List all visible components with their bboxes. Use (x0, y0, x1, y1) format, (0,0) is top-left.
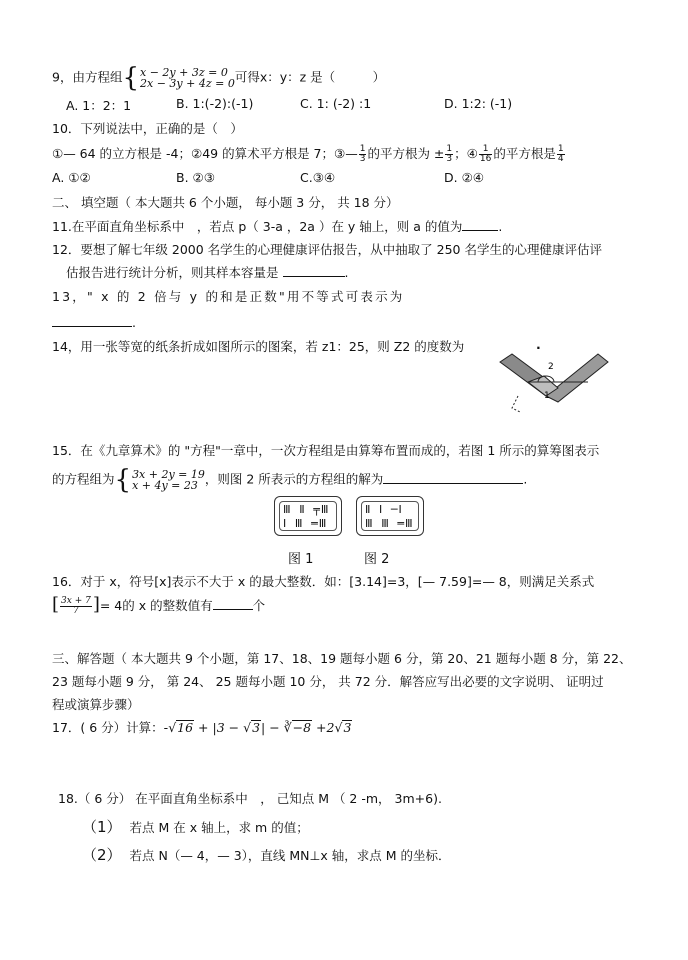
q16-line-1: 16．对于 x，符号[x]表示不大于 x 的最大整数．如：[3.14]=3，[— 7.59]=— 8，则满足关系式 (52, 574, 595, 589)
q9-option-c: C. 1: (-2) :1 (300, 96, 372, 111)
q10-s4b: 的平方根是 (493, 146, 556, 161)
q14-text: 14，用一张等宽的纸条折成如图所示的图案，若 z1：25，则 Z2 的度数为 (52, 339, 465, 354)
q9-equation-system: { x − 2y + 3z = 0 2x − 3y + 4z = 0 (122, 63, 235, 93)
q9-eq2: 2x − 3y + 4z = 0 (140, 77, 235, 90)
q10-s1: ①— 64 的立方根是 -4； (52, 146, 191, 161)
q9-eq1: x − 2y + 3z = 0 (140, 66, 228, 79)
q14-dot: . (536, 337, 541, 352)
q10-option-b: B. ②③ (176, 170, 215, 185)
q17-line: 17．( 6 分）计算：-√16 + |3 − √3| − ∛−8 +2√3 (52, 720, 352, 735)
q15-eq1: 3x + 2y = 19 (132, 468, 205, 481)
fig2-row-2: Ⅲ Ⅲ ═Ⅲ (365, 517, 414, 530)
counting-rod-figure-2 (356, 496, 424, 536)
q11-line: 11.在平面直角坐标系中 ，若点 p（ 3-a ，2a ）在 y 轴上，则 a 的值为 . (52, 219, 503, 234)
q18-part-2 (82, 846, 451, 865)
section-3-line-2: 23 题每小题 9 分， 第 24、 25 题每小题 10 分， 共 72 分．解答应写出必要的文字说明、 证明过 (52, 674, 604, 689)
q13-text: 13，" x 的 2 倍与 y 的和是正数"用不等式可表示为 (52, 289, 405, 304)
section-2-heading: 二、 填空题（ 本大题共 6 个小题， 每小题 3 分， 共 18 分） (52, 195, 399, 210)
q9-option-d: D. 1:2: (-1) (444, 96, 513, 111)
fold-figure (498, 350, 610, 420)
q10-s4: ；④ (454, 146, 478, 161)
section-3-line-3: 程或演算步骤） (52, 697, 140, 712)
q12-line-2: 估报告进行统计分析，则其样本容量是 . (66, 265, 349, 280)
angle-1-label: 1 (544, 391, 550, 401)
q15-suffix: ，则图 2 所表示的方程组的解为 (204, 471, 384, 487)
q10-option-a: A. ①② (52, 170, 91, 185)
q16-answer-blank (213, 609, 253, 610)
q9-line (52, 65, 385, 91)
q15-eq2: x + 4y = 23 (132, 479, 198, 492)
q10-option-c: C.③④ (300, 170, 336, 185)
q18-part-2-number: （2） (82, 846, 122, 864)
fig1-row-2: Ⅰ Ⅲ ═Ⅲ (283, 517, 328, 530)
q9-prefix: 9，由方程组 (52, 69, 123, 85)
q12-text: 估报告进行统计分析，则其样本容量是 (66, 265, 279, 280)
fig2-caption: 图 2 (364, 552, 390, 567)
q11-answer-blank (462, 230, 498, 231)
q16-line-2: [ $\frac{3x + 7}{7}$ ]= 4的 x 的整数值有 个 (52, 594, 266, 616)
q11-text: 11.在平面直角坐标系中 ，若点 p（ 3-a ，2a ）在 y 轴上，则 a 的值为 (52, 219, 463, 234)
q15-equation-system: { 3x + 2y = 19 x + 4y = 23 (114, 465, 205, 495)
q10-statements (52, 145, 566, 164)
q15-line-2: 的方程组为 { 3x + 2y = 19 x + 4y = 23 ，则图 2 所表示的方程组的解为 . (52, 465, 528, 495)
q18-part-2-text: 若点 N（— 4，— 3），直线 MN⊥x 轴，求点 M 的坐标． (129, 848, 451, 863)
q10-frac-4: $\frac{1}{4}$ (557, 144, 564, 164)
q18-part-1-text: 若点 M 在 x 轴上，求 m 的值； (129, 820, 309, 835)
q18-part-1 (82, 818, 309, 837)
q15-prefix: 的方程组为 (52, 471, 115, 487)
q17-prefix: 17．( 6 分）计算：- (52, 720, 169, 735)
q10-frac-3: $\frac{1}{16}$ (479, 144, 492, 164)
q9-option-a: A. 1：2：1 (66, 98, 132, 113)
q9-suffix: 可得x：y：z 是（ ） (234, 69, 386, 85)
q15-line-1: 15．在《九章算术》的 "方程"一章中，一次方程组是由算筹布置而成的，若图 1 所示的算筹图表示 (52, 443, 600, 458)
q13-answer-line: . (52, 314, 136, 332)
q9-option-b: B. 1:(-2):(-1) (176, 96, 254, 111)
q10-s3b: 的平方根为 ± (367, 146, 445, 161)
q10-s2: ②49 的算术平方根是 7；③— (191, 146, 358, 161)
section-3-line-1: 三、解答题（ 本大题共 9 个小题，第 17、18、19 题每小题 6 分，第 20、21 题每小题 8 分，第 22、 (52, 651, 632, 666)
q18-stem: 18.（ 6 分） 在平面直角坐标系中 ， 己知点 M （ 2 -m， 3m+6). (58, 791, 442, 806)
q12-answer-blank (283, 276, 345, 277)
q16-fraction: $\frac{3x + 7}{7}$ (61, 596, 91, 616)
dashed-strip (512, 396, 520, 412)
fig1-caption: 图 1 (288, 552, 314, 567)
q12-line-1: 12．要想了解七年级 2000 名学生的心理健康评估报告，从中抽取了 250 名学生的心理健康评估评 (52, 242, 602, 257)
q10-option-d: D. ②④ (444, 170, 484, 185)
strip-right (546, 354, 608, 402)
q15-answer-blank (383, 483, 523, 484)
q10-title: 10．下列说法中，正确的是（ ） (52, 121, 243, 136)
q13-answer-blank (52, 326, 132, 327)
q18-part-1-number: （1） (82, 818, 122, 836)
q10-frac-2: $\frac{1}{3}$ (446, 144, 453, 164)
counting-rod-figure-1 (274, 496, 342, 536)
q10-frac-1: $\frac{1}{3}$ (359, 144, 366, 164)
q16-text: = 4的 x 的整数值有 (99, 598, 213, 613)
q16-unit: 个 (252, 598, 266, 613)
fig1-row-1: Ⅲ Ⅱ ╤Ⅲ (283, 503, 330, 516)
fig2-row-1: Ⅱ Ⅰ ─Ⅰ (365, 503, 403, 516)
angle-2-label: 2 (548, 362, 554, 372)
